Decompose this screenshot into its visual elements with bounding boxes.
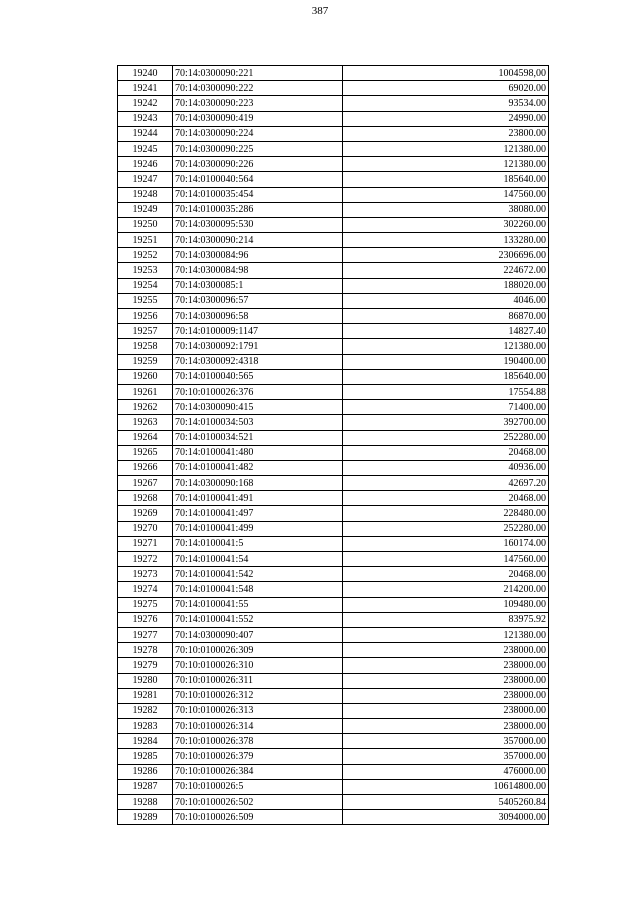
value-cell: 4046.00 bbox=[343, 293, 549, 308]
row-number-cell: 19282 bbox=[118, 703, 173, 718]
cadastral-number-cell: 70:14:0300084:98 bbox=[173, 263, 343, 278]
row-number-cell: 19271 bbox=[118, 536, 173, 551]
table-row bbox=[118, 293, 549, 308]
cadastral-number-cell: 70:14:0300090:419 bbox=[173, 111, 343, 126]
cadastral-number-cell: 70:10:0100026:5 bbox=[173, 779, 343, 794]
cadastral-number-cell: 70:14:0300090:214 bbox=[173, 233, 343, 248]
cadastral-number-cell: 70:14:0300085:1 bbox=[173, 278, 343, 293]
value-cell: 185640.00 bbox=[343, 369, 549, 384]
table-row bbox=[118, 400, 549, 415]
table-row bbox=[118, 460, 549, 475]
row-number-cell: 19267 bbox=[118, 476, 173, 491]
cadastral-number-cell: 70:14:0100041:542 bbox=[173, 567, 343, 582]
row-number-cell: 19285 bbox=[118, 749, 173, 764]
row-number-cell: 19264 bbox=[118, 430, 173, 445]
row-number-cell: 19258 bbox=[118, 339, 173, 354]
page-number: 387 bbox=[311, 5, 329, 17]
cadastral-number-cell: 70:10:0100026:310 bbox=[173, 658, 343, 673]
cadastral-number-cell: 70:14:0100041:499 bbox=[173, 521, 343, 536]
row-number-cell: 19249 bbox=[118, 202, 173, 217]
value-cell: 20468.00 bbox=[343, 567, 549, 582]
value-cell: 121380.00 bbox=[343, 157, 549, 172]
row-number-cell: 19241 bbox=[118, 81, 173, 96]
value-cell: 71400.00 bbox=[343, 400, 549, 415]
cadastral-number-cell: 70:10:0100026:502 bbox=[173, 795, 343, 810]
value-cell: 3094000.00 bbox=[343, 810, 549, 825]
cadastral-number-cell: 70:10:0100026:309 bbox=[173, 643, 343, 658]
cadastral-number-cell: 70:10:0100026:378 bbox=[173, 734, 343, 749]
table-row bbox=[118, 384, 549, 399]
value-cell: 121380.00 bbox=[343, 627, 549, 642]
table-row bbox=[118, 597, 549, 612]
table-row bbox=[118, 795, 549, 810]
table-row bbox=[118, 354, 549, 369]
cadastral-number-cell: 70:10:0100026:314 bbox=[173, 719, 343, 734]
value-cell: 238000.00 bbox=[343, 703, 549, 718]
row-number-cell: 19243 bbox=[118, 111, 173, 126]
cadastral-number-cell: 70:14:0300090:226 bbox=[173, 157, 343, 172]
table-row bbox=[118, 430, 549, 445]
cadastral-number-cell: 70:10:0100026:379 bbox=[173, 749, 343, 764]
table-row bbox=[118, 703, 549, 718]
row-number-cell: 19266 bbox=[118, 460, 173, 475]
row-number-cell: 19272 bbox=[118, 552, 173, 567]
row-number-cell: 19288 bbox=[118, 795, 173, 810]
cadastral-number-cell: 70:10:0100026:312 bbox=[173, 688, 343, 703]
value-cell: 38080.00 bbox=[343, 202, 549, 217]
row-number-cell: 19262 bbox=[118, 400, 173, 415]
cadastral-number-cell: 70:14:0100035:286 bbox=[173, 202, 343, 217]
table-row bbox=[118, 719, 549, 734]
row-number-cell: 19279 bbox=[118, 658, 173, 673]
table-row bbox=[118, 764, 549, 779]
cadastral-number-cell: 70:14:0100041:552 bbox=[173, 612, 343, 627]
cadastral-number-cell: 70:14:0100035:454 bbox=[173, 187, 343, 202]
cadastral-number-cell: 70:14:0100041:54 bbox=[173, 552, 343, 567]
value-cell: 83975.92 bbox=[343, 612, 549, 627]
table-row bbox=[118, 324, 549, 339]
row-number-cell: 19278 bbox=[118, 643, 173, 658]
row-number-cell: 19276 bbox=[118, 612, 173, 627]
row-number-cell: 19280 bbox=[118, 673, 173, 688]
table-row bbox=[118, 339, 549, 354]
table-row bbox=[118, 476, 549, 491]
cadastral-number-cell: 70:14:0300095:530 bbox=[173, 217, 343, 232]
cadastral-number-cell: 70:10:0100026:384 bbox=[173, 764, 343, 779]
value-cell: 40936.00 bbox=[343, 460, 549, 475]
value-cell: 185640.00 bbox=[343, 172, 549, 187]
value-cell: 238000.00 bbox=[343, 643, 549, 658]
table-row bbox=[118, 779, 549, 794]
value-cell: 42697.20 bbox=[343, 476, 549, 491]
value-cell: 2306696.00 bbox=[343, 248, 549, 263]
value-cell: 20468.00 bbox=[343, 491, 549, 506]
value-cell: 357000.00 bbox=[343, 734, 549, 749]
cadastral-number-cell: 70:14:0300096:57 bbox=[173, 293, 343, 308]
cadastral-number-cell: 70:14:0300084:96 bbox=[173, 248, 343, 263]
cadastral-number-cell: 70:14:0100040:565 bbox=[173, 369, 343, 384]
value-cell: 252280.00 bbox=[343, 430, 549, 445]
table-row bbox=[118, 217, 549, 232]
table-row bbox=[118, 643, 549, 658]
row-number-cell: 19284 bbox=[118, 734, 173, 749]
table-row bbox=[118, 582, 549, 597]
value-cell: 69020.00 bbox=[343, 81, 549, 96]
value-cell: 188020.00 bbox=[343, 278, 549, 293]
cadastral-number-cell: 70:14:0300090:224 bbox=[173, 126, 343, 141]
row-number-cell: 19274 bbox=[118, 582, 173, 597]
value-cell: 133280.00 bbox=[343, 233, 549, 248]
row-number-cell: 19269 bbox=[118, 506, 173, 521]
table-row bbox=[118, 749, 549, 764]
value-cell: 121380.00 bbox=[343, 141, 549, 156]
cadastral-number-cell: 70:10:0100026:311 bbox=[173, 673, 343, 688]
row-number-cell: 19255 bbox=[118, 293, 173, 308]
cadastral-number-cell: 70:14:0300090:221 bbox=[173, 66, 343, 81]
table-row bbox=[118, 415, 549, 430]
value-cell: 23800.00 bbox=[343, 126, 549, 141]
row-number-cell: 19244 bbox=[118, 126, 173, 141]
row-number-cell: 19242 bbox=[118, 96, 173, 111]
table-row bbox=[118, 81, 549, 96]
registry-table-body bbox=[118, 66, 549, 825]
table-row bbox=[118, 309, 549, 324]
table-row bbox=[118, 491, 549, 506]
value-cell: 252280.00 bbox=[343, 521, 549, 536]
cadastral-number-cell: 70:14:0100041:491 bbox=[173, 491, 343, 506]
value-cell: 238000.00 bbox=[343, 673, 549, 688]
cadastral-number-cell: 70:10:0100026:313 bbox=[173, 703, 343, 718]
row-number-cell: 19289 bbox=[118, 810, 173, 825]
cadastral-number-cell: 70:14:0100041:480 bbox=[173, 445, 343, 460]
table-row bbox=[118, 141, 549, 156]
cadastral-number-cell: 70:10:0100026:376 bbox=[173, 384, 343, 399]
table-row bbox=[118, 612, 549, 627]
row-number-cell: 19248 bbox=[118, 187, 173, 202]
table-row bbox=[118, 506, 549, 521]
row-number-cell: 19259 bbox=[118, 354, 173, 369]
row-number-cell: 19246 bbox=[118, 157, 173, 172]
row-number-cell: 19252 bbox=[118, 248, 173, 263]
table-row bbox=[118, 536, 549, 551]
cadastral-number-cell: 70:10:0100026:509 bbox=[173, 810, 343, 825]
table-row bbox=[118, 111, 549, 126]
row-number-cell: 19270 bbox=[118, 521, 173, 536]
table-row bbox=[118, 521, 549, 536]
registry-table bbox=[117, 65, 549, 825]
table-row bbox=[118, 96, 549, 111]
value-cell: 228480.00 bbox=[343, 506, 549, 521]
value-cell: 5405260.84 bbox=[343, 795, 549, 810]
row-number-cell: 19261 bbox=[118, 384, 173, 399]
value-cell: 121380.00 bbox=[343, 339, 549, 354]
value-cell: 109480.00 bbox=[343, 597, 549, 612]
cadastral-number-cell: 70:14:0100041:482 bbox=[173, 460, 343, 475]
table-row bbox=[118, 567, 549, 582]
cadastral-number-cell: 70:14:0100041:5 bbox=[173, 536, 343, 551]
row-number-cell: 19277 bbox=[118, 627, 173, 642]
cadastral-number-cell: 70:14:0300090:415 bbox=[173, 400, 343, 415]
cadastral-number-cell: 70:14:0300090:223 bbox=[173, 96, 343, 111]
cadastral-number-cell: 70:14:0100041:548 bbox=[173, 582, 343, 597]
row-number-cell: 19265 bbox=[118, 445, 173, 460]
value-cell: 238000.00 bbox=[343, 688, 549, 703]
table-row bbox=[118, 187, 549, 202]
value-cell: 17554.88 bbox=[343, 384, 549, 399]
row-number-cell: 19250 bbox=[118, 217, 173, 232]
row-number-cell: 19260 bbox=[118, 369, 173, 384]
table-row bbox=[118, 126, 549, 141]
value-cell: 238000.00 bbox=[343, 719, 549, 734]
cadastral-number-cell: 70:14:0300092:1791 bbox=[173, 339, 343, 354]
value-cell: 214200.00 bbox=[343, 582, 549, 597]
row-number-cell: 19240 bbox=[118, 66, 173, 81]
value-cell: 357000.00 bbox=[343, 749, 549, 764]
table-row bbox=[118, 202, 549, 217]
row-number-cell: 19287 bbox=[118, 779, 173, 794]
value-cell: 392700.00 bbox=[343, 415, 549, 430]
value-cell: 160174.00 bbox=[343, 536, 549, 551]
value-cell: 10614800.00 bbox=[343, 779, 549, 794]
table-row bbox=[118, 157, 549, 172]
value-cell: 302260.00 bbox=[343, 217, 549, 232]
cadastral-number-cell: 70:14:0100034:503 bbox=[173, 415, 343, 430]
table-row bbox=[118, 263, 549, 278]
table-row bbox=[118, 552, 549, 567]
row-number-cell: 19253 bbox=[118, 263, 173, 278]
table-row bbox=[118, 688, 549, 703]
cadastral-number-cell: 70:14:0100040:564 bbox=[173, 172, 343, 187]
table-row bbox=[118, 233, 549, 248]
table-row bbox=[118, 673, 549, 688]
value-cell: 86870.00 bbox=[343, 309, 549, 324]
row-number-cell: 19245 bbox=[118, 141, 173, 156]
value-cell: 238000.00 bbox=[343, 658, 549, 673]
cadastral-number-cell: 70:14:0100034:521 bbox=[173, 430, 343, 445]
row-number-cell: 19268 bbox=[118, 491, 173, 506]
value-cell: 147560.00 bbox=[343, 187, 549, 202]
row-number-cell: 19273 bbox=[118, 567, 173, 582]
row-number-cell: 19281 bbox=[118, 688, 173, 703]
cadastral-number-cell: 70:14:0300090:225 bbox=[173, 141, 343, 156]
cadastral-number-cell: 70:14:0300092:4318 bbox=[173, 354, 343, 369]
table-row bbox=[118, 445, 549, 460]
value-cell: 190400.00 bbox=[343, 354, 549, 369]
cadastral-number-cell: 70:14:0100041:55 bbox=[173, 597, 343, 612]
cadastral-number-cell: 70:14:0100041:497 bbox=[173, 506, 343, 521]
table-row bbox=[118, 369, 549, 384]
row-number-cell: 19256 bbox=[118, 309, 173, 324]
table-row bbox=[118, 278, 549, 293]
table-row bbox=[118, 66, 549, 81]
table-row bbox=[118, 248, 549, 263]
table-row bbox=[118, 627, 549, 642]
table-row bbox=[118, 658, 549, 673]
cadastral-number-cell: 70:14:0300090:168 bbox=[173, 476, 343, 491]
row-number-cell: 19275 bbox=[118, 597, 173, 612]
table-row bbox=[118, 810, 549, 825]
value-cell: 224672.00 bbox=[343, 263, 549, 278]
value-cell: 24990.00 bbox=[343, 111, 549, 126]
cadastral-number-cell: 70:14:0300096:58 bbox=[173, 309, 343, 324]
row-number-cell: 19247 bbox=[118, 172, 173, 187]
row-number-cell: 19283 bbox=[118, 719, 173, 734]
row-number-cell: 19257 bbox=[118, 324, 173, 339]
table-row bbox=[118, 734, 549, 749]
cadastral-number-cell: 70:14:0100009:1147 bbox=[173, 324, 343, 339]
value-cell: 476000.00 bbox=[343, 764, 549, 779]
row-number-cell: 19251 bbox=[118, 233, 173, 248]
value-cell: 93534.00 bbox=[343, 96, 549, 111]
row-number-cell: 19263 bbox=[118, 415, 173, 430]
value-cell: 20468.00 bbox=[343, 445, 549, 460]
cadastral-number-cell: 70:14:0300090:407 bbox=[173, 627, 343, 642]
value-cell: 14827.40 bbox=[343, 324, 549, 339]
row-number-cell: 19254 bbox=[118, 278, 173, 293]
value-cell: 1004598,00 bbox=[343, 66, 549, 81]
value-cell: 147560.00 bbox=[343, 552, 549, 567]
table-row bbox=[118, 172, 549, 187]
cadastral-number-cell: 70:14:0300090:222 bbox=[173, 81, 343, 96]
row-number-cell: 19286 bbox=[118, 764, 173, 779]
